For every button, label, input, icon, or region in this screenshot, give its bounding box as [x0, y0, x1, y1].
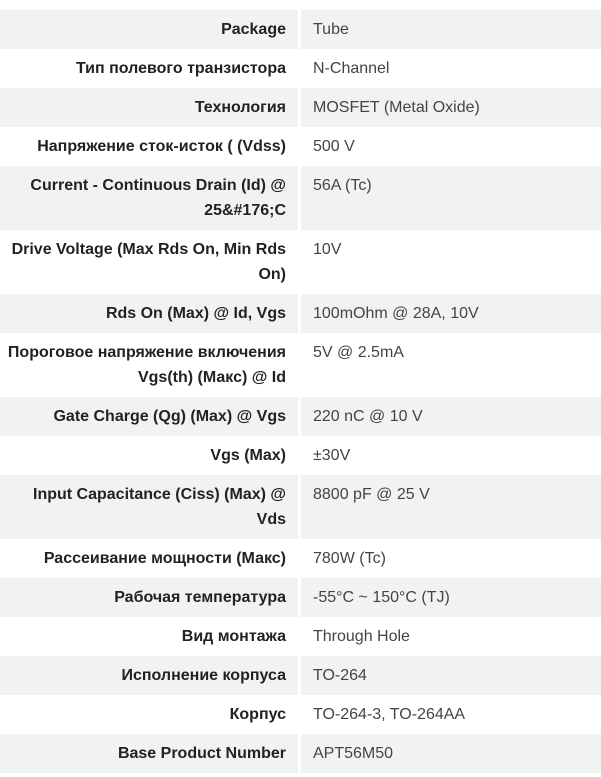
spec-row-rds-on [0, 294, 601, 333]
spec-row-input-capacitance [0, 475, 601, 539]
spec-row-drive-voltage [0, 230, 601, 294]
spec-value: Tube [301, 10, 601, 49]
spec-label: Input Capacitance (Ciss) (Max) @ Vds [0, 475, 301, 539]
specs-table [0, 10, 601, 773]
spec-row-mounting-type [0, 617, 601, 656]
spec-value: N-Channel [301, 49, 601, 88]
spec-value: MOSFET (Metal Oxide) [301, 88, 601, 127]
spec-value: Through Hole [301, 617, 601, 656]
spec-label: Gate Charge (Qg) (Max) @ Vgs [0, 397, 301, 436]
spec-value: 500 V [301, 127, 601, 166]
spec-value: APT56M50 [301, 734, 601, 773]
spec-row-package [0, 10, 601, 49]
spec-label: Технология [0, 88, 301, 127]
spec-value: 780W (Tc) [301, 539, 601, 578]
spec-label: Пороговое напряжение включения Vgs(th) (Макс) @ Id [0, 333, 301, 397]
spec-row-fet-type [0, 49, 601, 88]
spec-label: Тип полевого транзистора [0, 49, 301, 88]
spec-row-vgs-max [0, 436, 601, 475]
spec-value: 220 nC @ 10 V [301, 397, 601, 436]
spec-row-base-product-number [0, 734, 601, 773]
spec-label: Package [0, 10, 301, 49]
spec-value: 100mOhm @ 28A, 10V [301, 294, 601, 333]
spec-value: ±30V [301, 436, 601, 475]
spec-row-package-case [0, 656, 601, 695]
spec-label: Base Product Number [0, 734, 301, 773]
spec-label: Корпус [0, 695, 301, 734]
spec-value: 5V @ 2.5mA [301, 333, 601, 397]
spec-row-continuous-drain-current [0, 166, 601, 230]
spec-label: Исполнение корпуса [0, 656, 301, 695]
spec-row-operating-temperature [0, 578, 601, 617]
spec-value: 10V [301, 230, 601, 294]
spec-row-supplier-device-package [0, 695, 601, 734]
spec-row-vdss [0, 127, 601, 166]
spec-value: 8800 pF @ 25 V [301, 475, 601, 539]
spec-label: Вид монтажа [0, 617, 301, 656]
spec-label: Current - Continuous Drain (Id) @ 25&#176;C [0, 166, 301, 230]
spec-value: TO-264-3, TO-264AA [301, 695, 601, 734]
spec-value: TO-264 [301, 656, 601, 695]
spec-row-vgs-threshold [0, 333, 601, 397]
spec-row-power-dissipation [0, 539, 601, 578]
spec-label: Напряжение сток-исток ( (Vdss) [0, 127, 301, 166]
spec-label: Рассеивание мощности (Макс) [0, 539, 301, 578]
spec-label: Vgs (Max) [0, 436, 301, 475]
spec-label: Rds On (Max) @ Id, Vgs [0, 294, 301, 333]
spec-row-technology [0, 88, 601, 127]
spec-row-gate-charge [0, 397, 601, 436]
spec-value: -55°C ~ 150°C (TJ) [301, 578, 601, 617]
spec-value: 56A (Tc) [301, 166, 601, 230]
spec-label: Рабочая температура [0, 578, 301, 617]
spec-label: Drive Voltage (Max Rds On, Min Rds On) [0, 230, 301, 294]
